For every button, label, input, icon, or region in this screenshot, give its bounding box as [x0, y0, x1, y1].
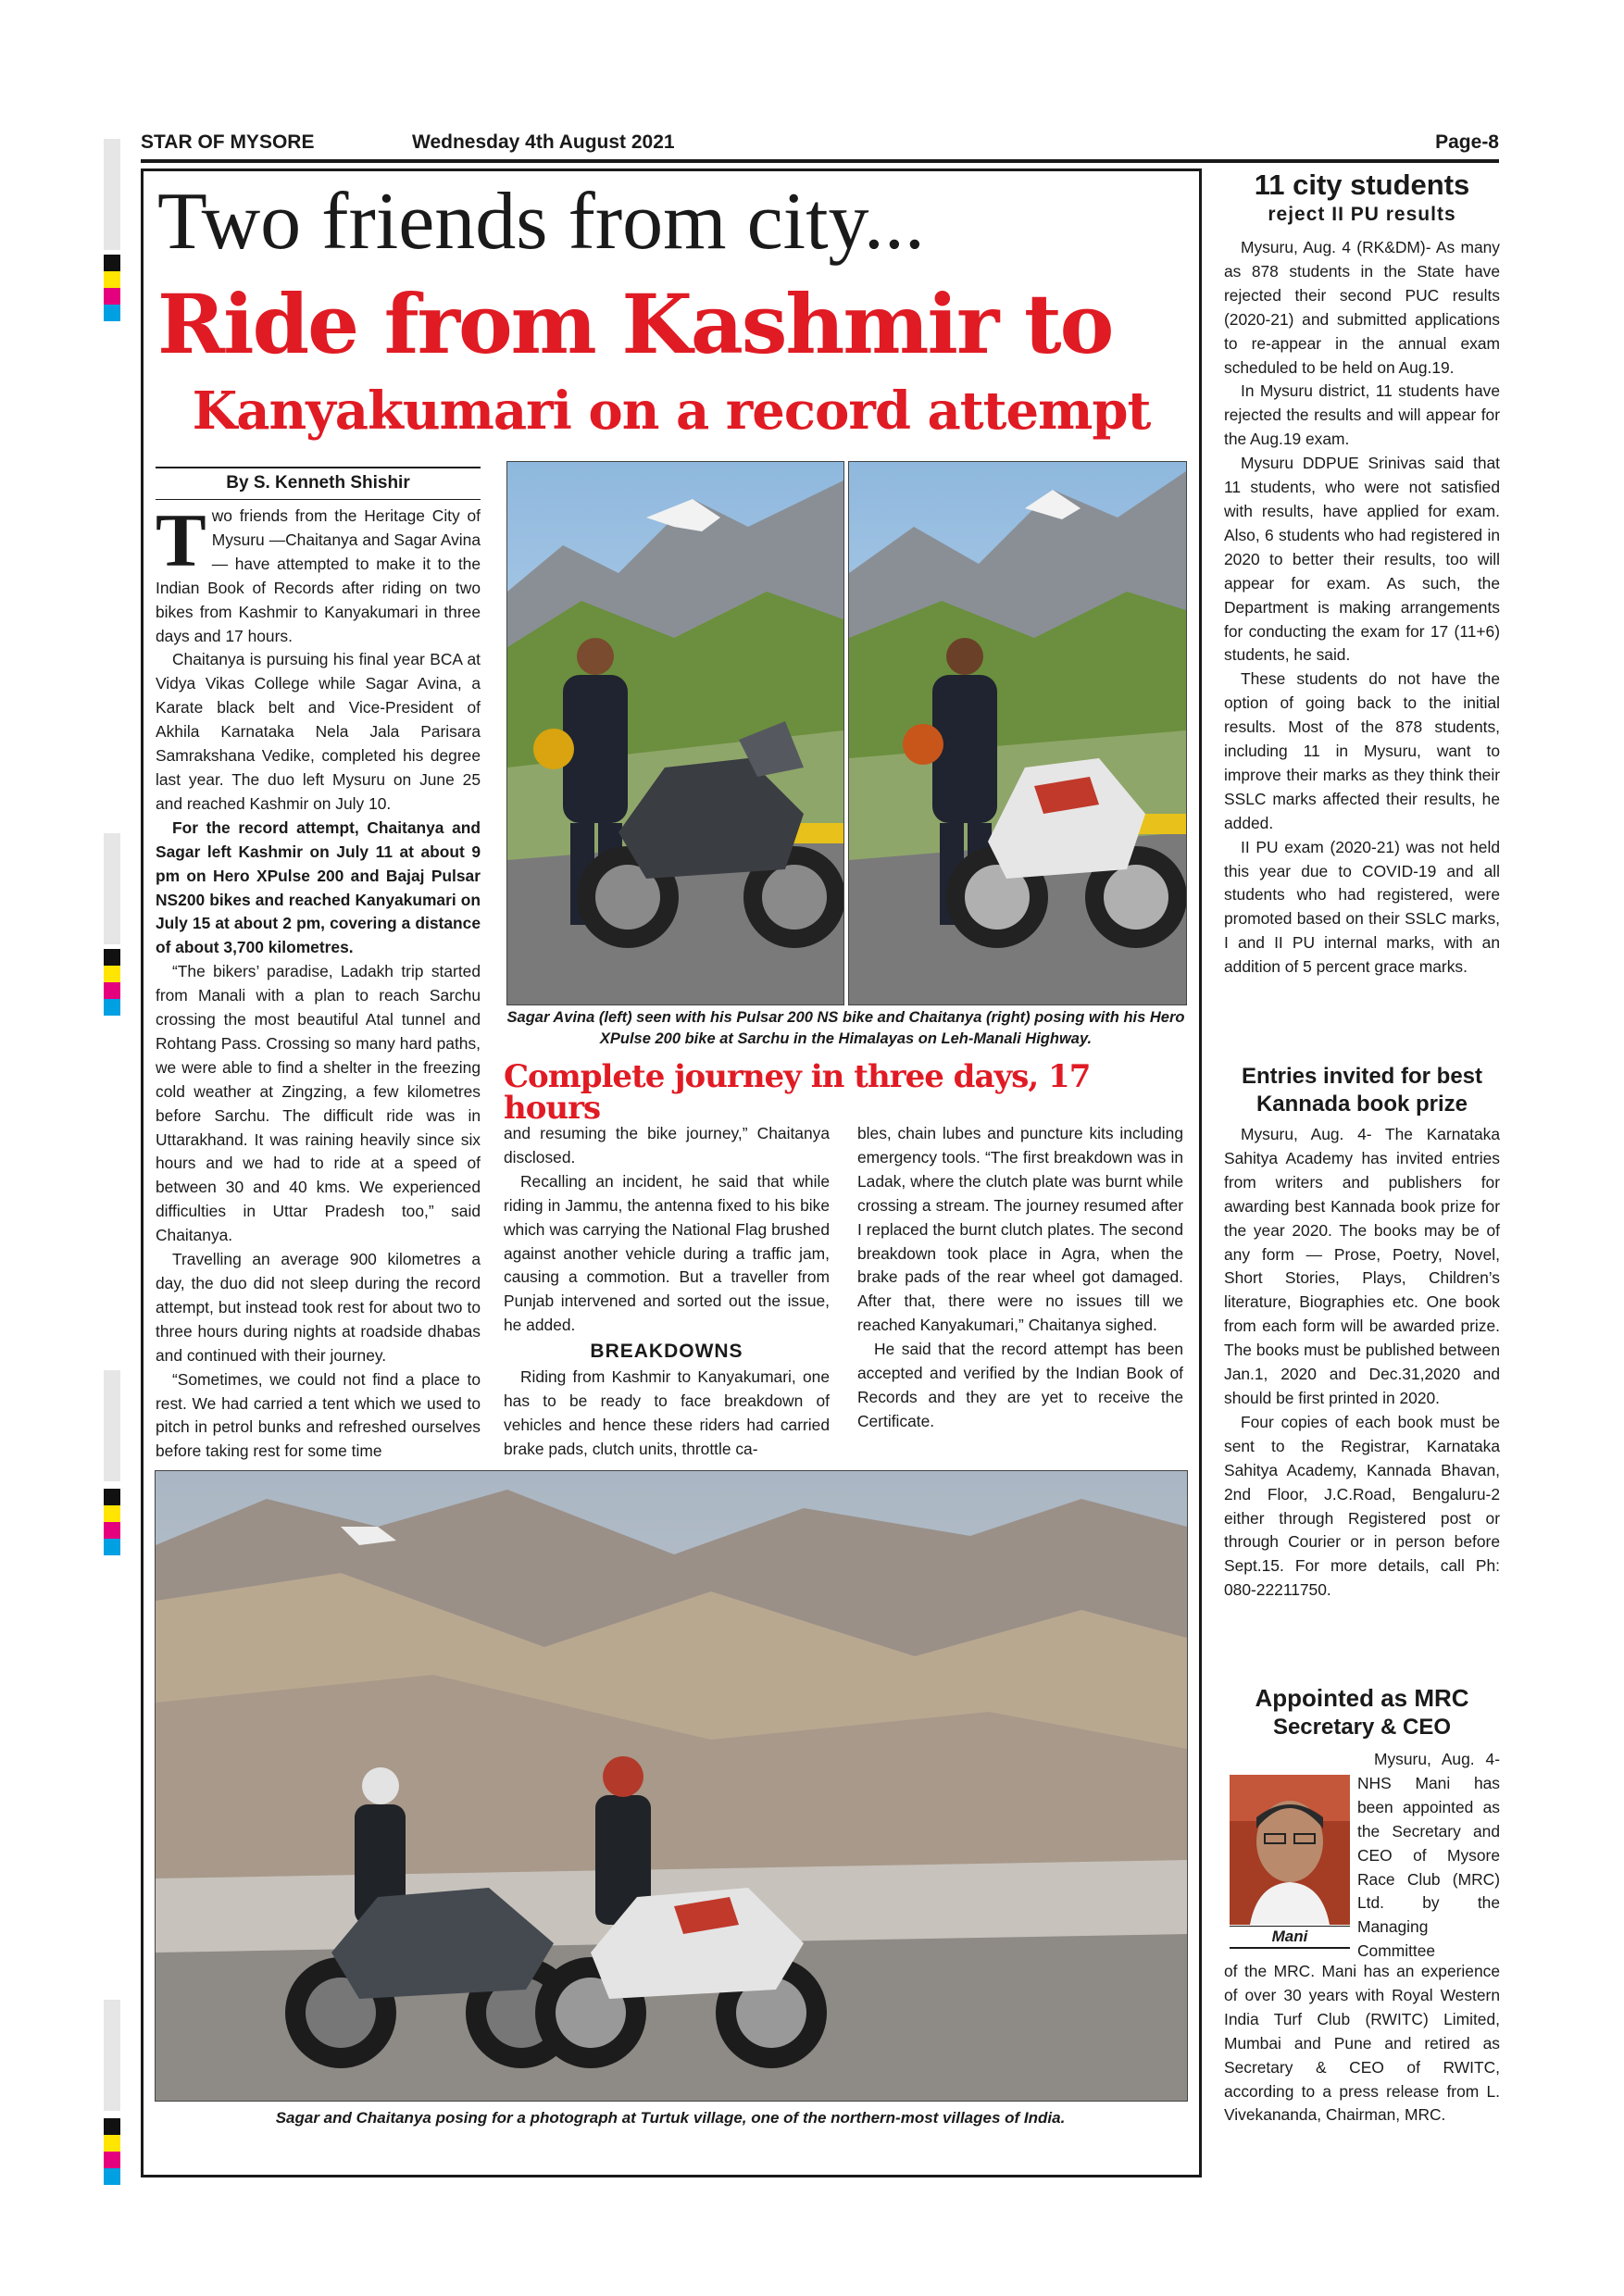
header-rule — [141, 159, 1499, 163]
paragraph: Chaitanya is pursuing his final year BCA at Vidya Vikas College while Sagar Avina, a Karate black belt and Vice-President of Akhila Karnataka Nela Jala Parisara Samrakshana Vedike, completed his degree last year. The duo left Mysuru on June 25 and reached Kashmir on July 10. — [156, 650, 481, 813]
paragraph: Four copies of each book must be sent to the Registrar, Karnataka Sahitya Academy, Kannada Bhavan, 2nd Floor, J.C.Road, Bengaluru-2 either through Registered post or through Courier or in person before Sept.15. For more details, call Ph: 080-22211750. — [1224, 1412, 1500, 1600]
paragraph: Mysuru, Aug. 4- NHS Mani has been appointed as the Secretary and CEO of Mysore Race Club (MRC) Ltd. by the Managing Committee — [1357, 1750, 1500, 1961]
paragraph: Travelling an average 900 kilometres a day, the duo did not sleep during the record attempt, but instead took rest for about two to three hours during nights at roadside dhabas and continued with their journey. — [156, 1250, 481, 1365]
paragraph: Recalling an incident, he said that while riding in Jammu, the antenna fixed to his bike which was carrying the National Flag brushed against another vehicle during a traffic jam, causing a commotion. But a traveller from Punjab intervened and sorted out the issue, he added. — [504, 1171, 830, 1335]
registration-mark-magenta — [104, 2152, 120, 2168]
story-kicker: Two friends from city... — [157, 177, 925, 267]
section-heading-breakdowns: BREAKDOWNS — [590, 1341, 743, 1363]
photo-turtuk-village-image — [156, 1471, 1187, 2101]
sidebar-story2-body — [1224, 1123, 1500, 1603]
paragraph: For the record attempt, Chaitanya and Sagar left Kashmir on July 11 at about 9 pm on Hero XPulse 200 and Bajaj Pulsar NS200 bikes and reached Kanyakumari on July 15 at about 2 pm, covering a distance of about 3,700 kilometres. — [156, 817, 481, 957]
registration-mark-magenta — [104, 982, 120, 999]
photo-caption-bottom: Sagar and Chaitanya posing for a photograph at Turtuk village, one of the northern-most villages of India. — [275, 2109, 1066, 2127]
byline: By S. Kenneth Shishir — [156, 467, 481, 500]
paragraph: Mysuru DDPUE Srinivas said that 11 students, who were not satisfied with results, have applied for exam. Also, 6 students who had registered in 2020 to better their results, too will appear for exam. As such, the Department is making arrangements for conducting the exam for 17 (11+6) students, he said. — [1224, 454, 1500, 665]
paragraph: “The bikers’ paradise, Ladakh trip started from Manali with a plan to reach Sarchu crossing the most beautiful Atal tunnel and Rohtang Pass. Crossing so many hard paths, we were able to find a shelter in the freezing cold weather at Zingzing, a few kilometres before Sarchu. The difficult ride was in Uttarakhand. It was raining heavily since six hours and we had to ride at a speed of between 30 and 40 kms. We experienced difficulties in Uttar Pradesh too,” said Chaitanya. — [156, 962, 481, 1245]
paragraph: He said that the record attempt has been accepted and verified by the Indian Book of Records and they are yet to receive the Certificate. — [857, 1340, 1183, 1430]
paragraph: II PU exam (2020-21) was not held this year due to COVID-19 and all students who had registered, were promoted based on their SSLC marks, I and II PU internal marks, with an addition of 5 percent grace marks. — [1224, 837, 1500, 977]
article-column-2 — [504, 1122, 830, 1462]
sidebar-story3-body — [1224, 1960, 1500, 2128]
article-column-1 — [156, 498, 481, 1464]
portrait-mani-image — [1230, 1775, 1350, 1925]
registration-strip — [104, 1370, 120, 1481]
registration-mark-magenta — [104, 288, 120, 305]
paragraph: In Mysuru district, 11 students have rejected the results and will appear for the Aug.19 exam. — [1224, 381, 1500, 449]
page-number: Page-8 — [1435, 131, 1499, 153]
registration-mark-black — [104, 1489, 120, 1505]
sidebar-story3-subtitle: Secretary & CEO — [1272, 1715, 1452, 1740]
registration-mark-yellow — [104, 966, 120, 982]
paragraph: and resuming the bike journey,” Chaitanya disclosed. — [504, 1124, 830, 1167]
subheadline: Complete journey in three days, 17 hours — [504, 1058, 1091, 1127]
photo-chaitanya-xpulse-image — [849, 462, 1186, 1004]
sidebar-story1-subtitle: reject II PU results — [1268, 204, 1456, 225]
sidebar-story2-title: Entries invited for best Kannada book prize — [1241, 1064, 1483, 1117]
headline-line-2: Kanyakumari on a record attempt — [192, 381, 1151, 442]
paragraph: “Sometimes, we could not find a place to rest. We had carried a tent which we used to pitch in petrol bunks and refreshed ourselves before taking rest for some time — [156, 1369, 481, 1461]
registration-mark-yellow — [104, 1505, 120, 1522]
photo-turtuk-village — [155, 1470, 1188, 2102]
sidebar-story3-wrap — [1357, 1748, 1500, 1964]
sidebar-story3-title: Appointed as MRC — [1255, 1684, 1469, 1712]
registration-mark-black — [104, 255, 120, 271]
registration-mark-cyan — [104, 305, 120, 321]
portrait-mani — [1230, 1775, 1350, 1925]
registration-mark-magenta — [104, 1522, 120, 1539]
registration-mark-yellow — [104, 271, 120, 288]
portrait-caption: Mani — [1230, 1926, 1350, 1949]
paragraph: These students do not have the option of going back to the initial results. Most of the 878 students, including 11 in Mysuru, want to improve their marks as they think their SSLC marks affected their results, he added. — [1224, 669, 1500, 832]
sidebar-story1-title: 11 city students — [1254, 168, 1470, 201]
paragraph: wo friends from the Heritage City of Mysuru —Chaitanya and Sagar Avina — have attempted to make it to the Indian Book of Records after riding on two bikes from Kashmir to Kanyakumari in three days and 17 hours. — [156, 506, 481, 645]
photo-caption-top: Sagar Avina (left) seen with his Pulsar 200 NS bike and Chaitanya (right) posing with his Hero XPulse 200 bike at Sarchu in the Himalayas on Leh-Manali Highway. — [506, 1009, 1185, 1047]
masthead-paper-name: STAR OF MYSORE — [141, 131, 315, 153]
registration-strip — [104, 139, 120, 250]
photo-sagar-pulsar — [506, 461, 844, 1005]
registration-strip — [104, 2000, 120, 2111]
photo-sagar-pulsar-image — [507, 462, 843, 1004]
masthead-date: Wednesday 4th August 2021 — [412, 131, 675, 153]
registration-mark-cyan — [104, 1539, 120, 1555]
registration-mark-black — [104, 2118, 120, 2135]
drop-cap: T — [156, 498, 206, 582]
registration-mark-black — [104, 949, 120, 966]
paragraph: of the MRC. Mani has an experience of over 30 years with Royal Western India Turf Club (RWITC) Limited, Mumbai and Pune and retired as Secretary & CEO of RWITC, according to a press release from L. Vivekananda, Chairman, MRC. — [1224, 1962, 1500, 2125]
registration-mark-cyan — [104, 999, 120, 1016]
headline-line-1: Ride from Kashmir to — [157, 276, 1113, 372]
registration-strip — [104, 833, 120, 944]
paragraph: bles, chain lubes and puncture kits including emergency tools. “The first breakdown was in Ladak, where the clutch plate was burnt while crossing a stream. The journey resumed after I replaced the burnt clutch plates. The second breakdown took place in Agra, when the brake pads of the rear wheel got damaged. After that, there were no issues till we reached Kanyakumari,” Chaitanya sighed. — [857, 1124, 1183, 1335]
photo-chaitanya-xpulse — [848, 461, 1187, 1005]
sidebar-story1-body — [1224, 236, 1500, 980]
article-column-3 — [857, 1122, 1183, 1434]
paragraph: Mysuru, Aug. 4- The Karnataka Sahitya Academy has invited entries from writers and publishers for awarding best Kannada book prize for the year 2020. The books may be of any form — Prose, Poetry, Novel, Short Stories, Plays, Children’s literature, Biographies etc. One book from each form will be awarded prize. The books must be published between Jan.1, 2020 and Dec.31,2020 and should be first printed in 2020. — [1224, 1125, 1500, 1407]
paragraph: Mysuru, Aug. 4 (RK&DM)- As many as 878 students in the State have rejected their second PUC results (2020-21) and submitted applications to re-appear in the annual exam scheduled to be held on Aug.19. — [1224, 238, 1500, 377]
paragraph: Riding from Kashmir to Kanyakumari, one has to be ready to face breakdown of vehicles and hence these riders had carried brake pads, clutch units, throttle ca- — [504, 1367, 830, 1458]
registration-mark-yellow — [104, 2135, 120, 2152]
registration-mark-cyan — [104, 2168, 120, 2185]
